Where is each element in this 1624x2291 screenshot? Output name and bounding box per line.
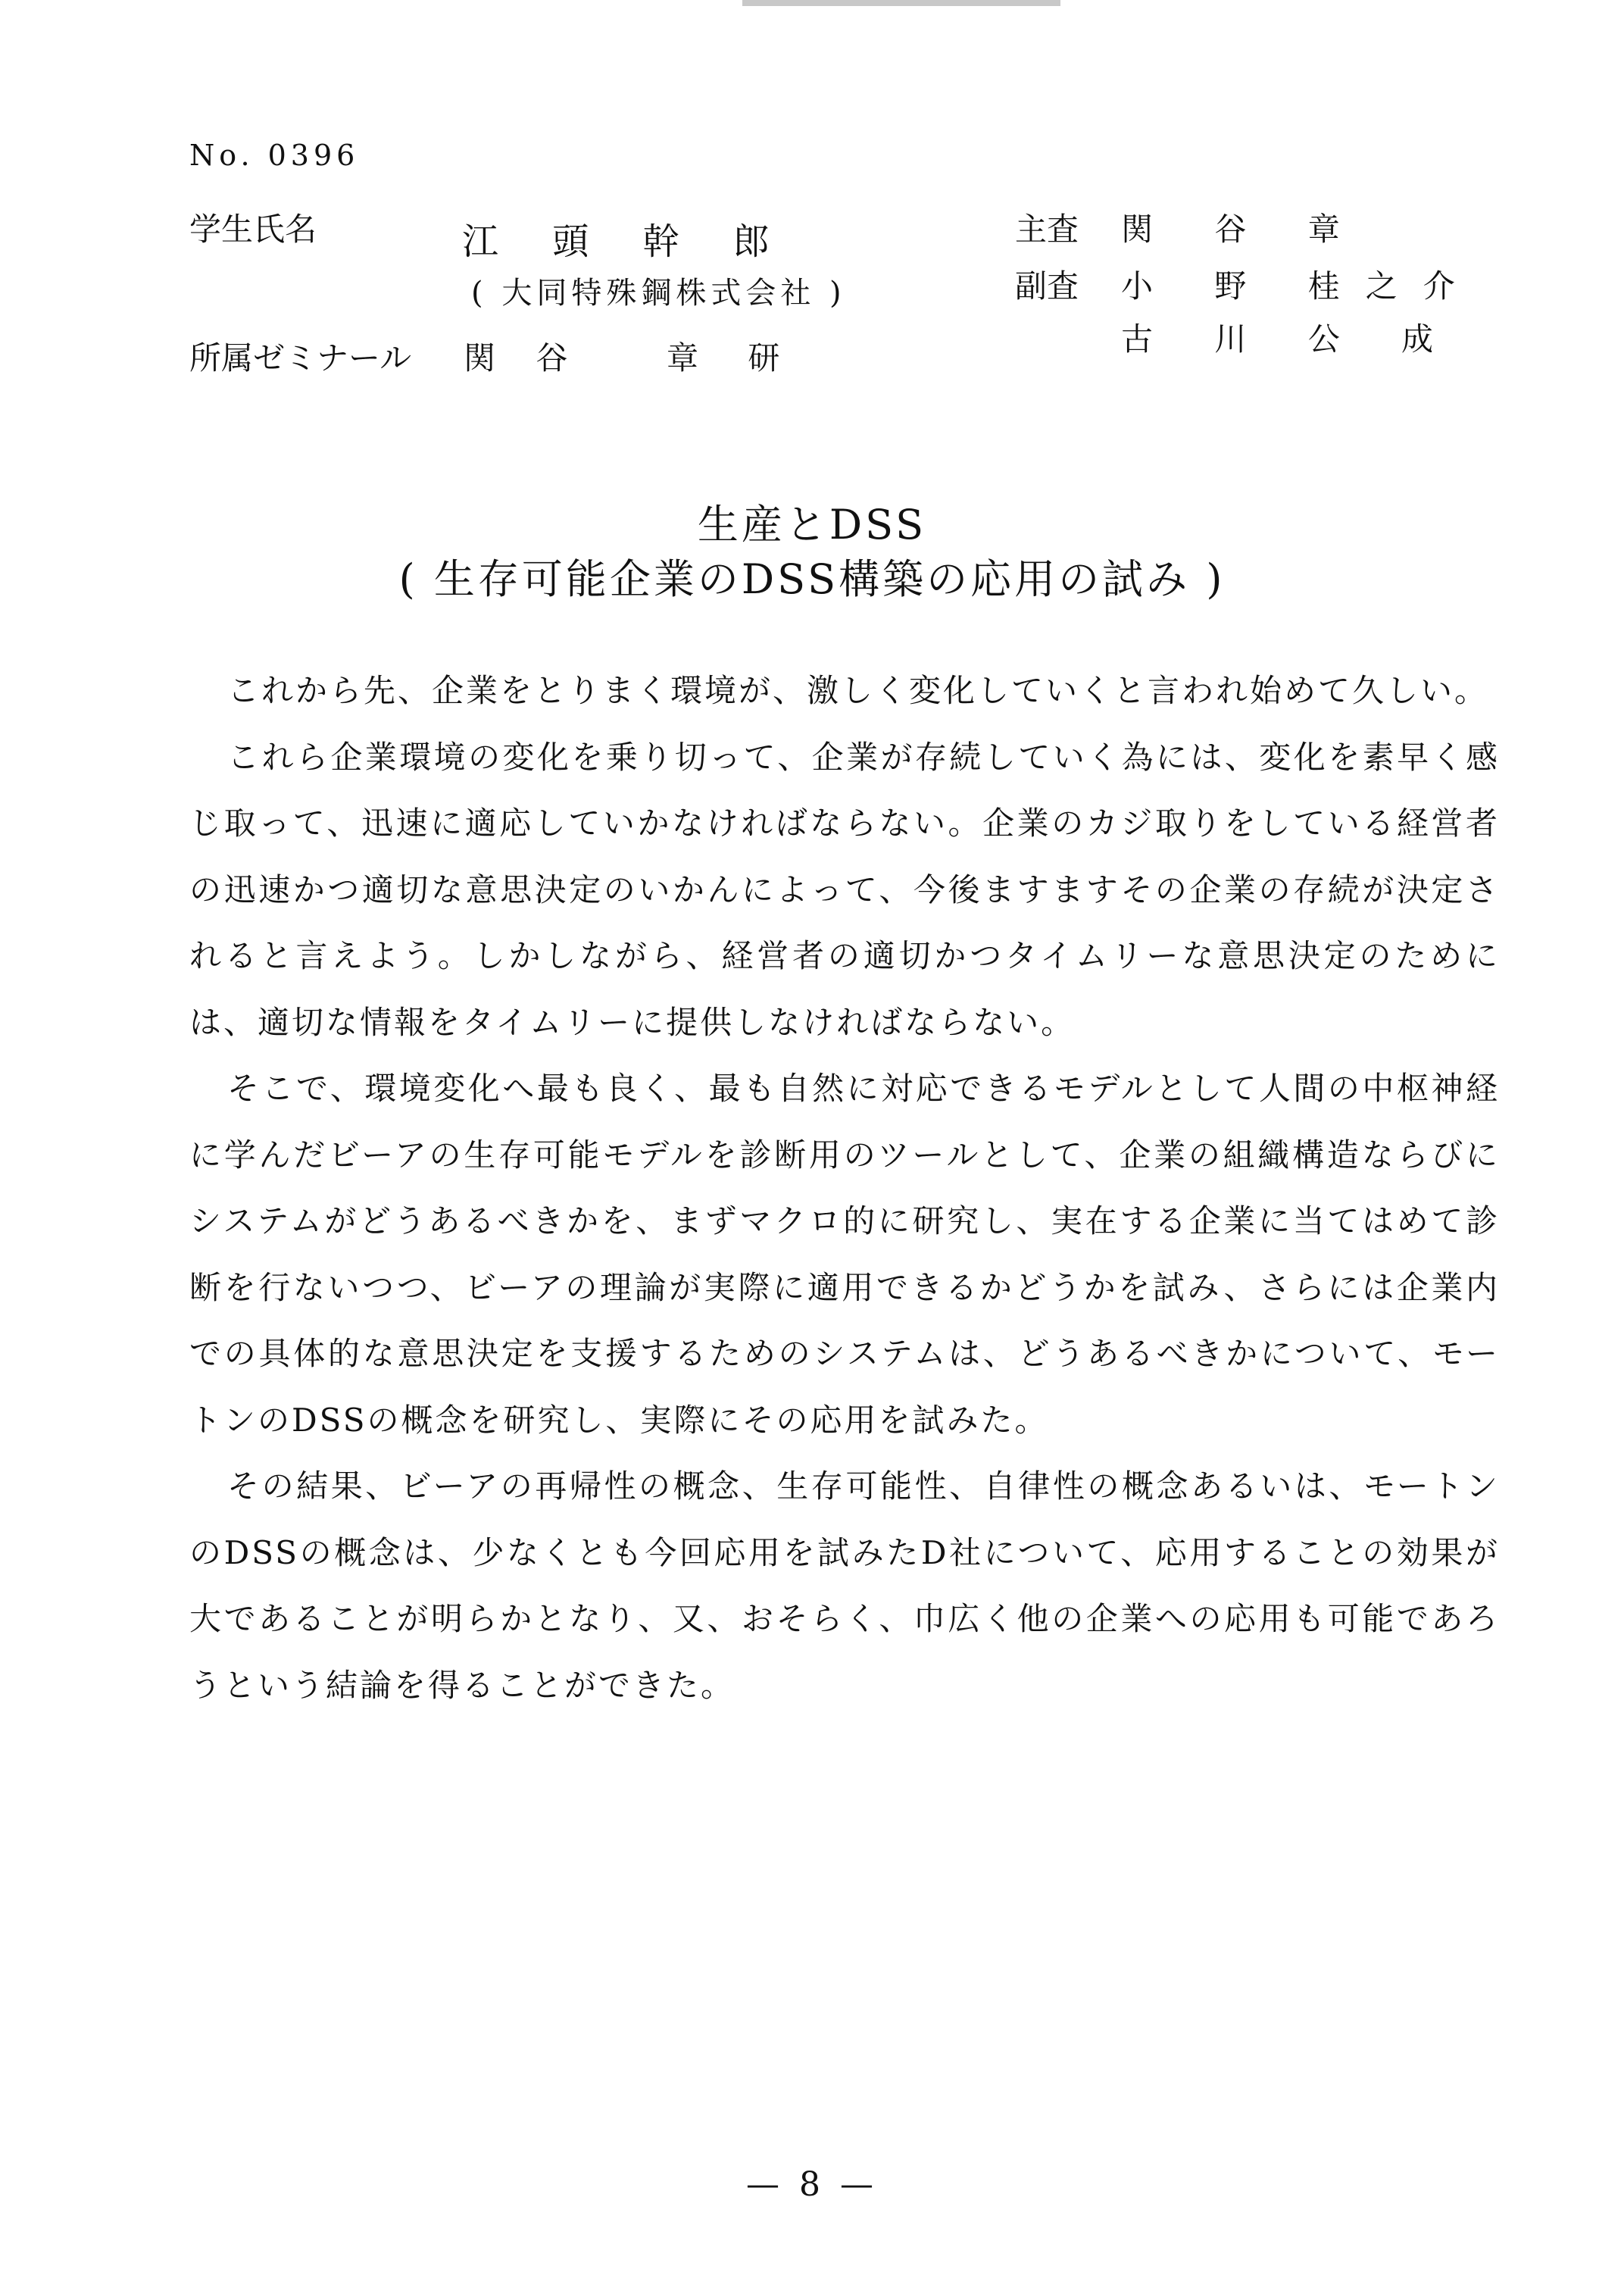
title-main: 生産とDSS — [697, 501, 927, 549]
chief-examiner-label: 主査 — [1015, 211, 1079, 248]
deputy-examiner-label: 副査 — [1015, 267, 1079, 305]
abstract-body — [189, 658, 1500, 1718]
student-company: ( 大同特殊鋼株式会社 ) — [471, 276, 846, 311]
scan-artifact-strip — [742, 0, 1060, 6]
title-subtitle: ( 生存可能企業のDSS構築の応用の試み ) — [398, 555, 1226, 603]
paragraph: その結果、ビーアの再帰性の概念、生存可能性、自律性の概念あるいは、モートンのDSSの概念は、少なくとも今回応用を試みたD社について、応用することの効果が大であることが明らかとなり、又、おそらく、巾広く他の企業への応用も可能であろうという結論を得ることができた。 — [189, 1467, 1500, 1704]
paragraph: これら企業環境の変化を乗り切って、企業が存続していく為には、変化を素早く感じ取って、迅速に適応していかなければならない。企業のカジ取りをしている経営者の迅速かつ適切な意思決定のいかんによって、今後ますますその企業の存続が決定されると言えよう。しかしながら、経営者の適切かつタイムリーな意思決定のためには、適切な情報をタイムリーに提供しなければならない。 — [189, 738, 1500, 1041]
chief-examiner-name: 関 谷 章 — [1121, 211, 1366, 248]
deputy-examiner-name-2: 古 川 公 成 — [1121, 320, 1460, 358]
seminar-label: 所属ゼミナール — [189, 339, 412, 377]
deputy-examiner-name-1: 小 野 桂之介 — [1121, 267, 1481, 305]
paragraph: そこで、環境変化へ最も良く、最も自然に対応できるモデルとして人間の中枢神経に学んだビーアの生存可能モデルを診断用のツールとして、企業の組織構造ならびにシステムがどうあるべきかを、まずマクロ的に研究し、実在する企業に当てはめて診断を行ないつつ、ビーアの理論が実際に適用できるかどうかを試み、さらには企業内での具体的な意思決定を支援するためのシステムは、どうあるべきかについて、モートンのDSSの概念を研究し、実際にその応用を試みた。 — [189, 1070, 1500, 1439]
student-name-label: 学生氏名 — [189, 211, 317, 248]
seminar-name: 関 谷 — [464, 339, 583, 377]
seminar-suffix: 章 研 — [667, 339, 800, 377]
page-number: — 8 — — [746, 2165, 878, 2204]
document-number: No. 0396 — [189, 139, 360, 172]
student-name: 江 頭 幹 郎 — [462, 220, 791, 263]
paragraph: これから先、企業をとりまく環境が、激しく変化していくと言われ始めて久しい。 — [227, 672, 1489, 709]
